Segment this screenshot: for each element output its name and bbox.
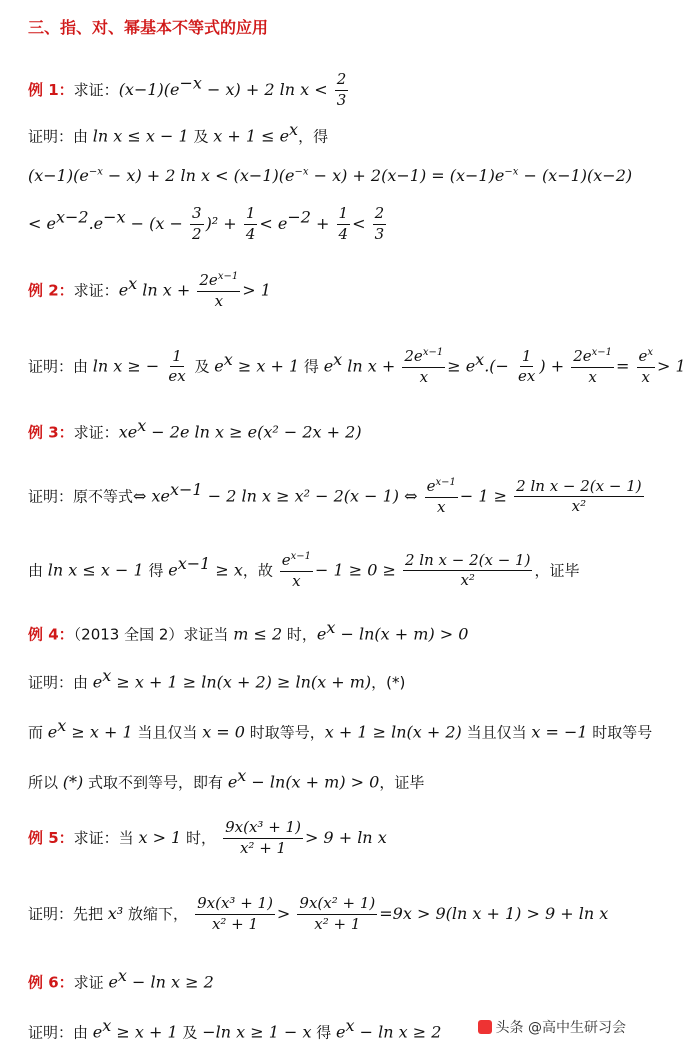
fraction: $\frac{2e^{x-1}}{x}$ bbox=[199, 271, 239, 310]
example-5-proof: 证明：先把 x³ 放缩下， $\frac{\text{9x(x³ + 1)}}{\text{x² + 1}}$ > $\frac{\text{9x(x² + 1)}}{\text{x² + 1}}$ =9x > 9(ln x + 1) > 9 + ln x bbox=[28, 894, 609, 933]
example-4-claim: 例 4：（2013 全国 2）求证当 m ≤ 2 时，$e^x - \ln(x + m) > 0$ bbox=[28, 618, 469, 644]
example-4-conclusion: 所以 (*) 式取不到等号，即有 $e^x - \ln(x + m) > 0$，证毕 bbox=[28, 766, 425, 792]
fraction: $\frac{\text{9x(x³ + 1)}}{\text{x² + 1}}$ bbox=[197, 894, 273, 933]
example-3-proof: 证明：原不等式⇔ $xe^{x-1} - 2$ ln x ≥ x² − 2(x − 1) ⇔ $\frac{e^{x-1}}{x}$ − 1 ≥ $\frac{\text{2 ln x − 2(x − 1)}}{\text{x²}}$ bbox=[28, 476, 642, 516]
watermark: 头条 @高中生研习会 bbox=[478, 1017, 626, 1037]
fraction: $\frac{2e^{x-1}}{x}$ bbox=[404, 347, 444, 386]
example-1-label: 例 1： bbox=[28, 80, 74, 99]
fraction: $\frac{\text{2 ln x − 2(x − 1)}}{\text{x²}}$ bbox=[516, 476, 642, 516]
example-2-proof: 证明：由 ln x ≥ − $\frac{1}{ex}$ 及 $e^x \ge x + 1$ 得 $e^x$ ln x + $\frac{2e^{x-1}}{x}$ ≥ $e^x.(-$ $\frac{1}{ex}$ ) + $\frac{2e^{x-1}}{x}$ = $\frac{e^x}{x}$ > 1 bbox=[28, 346, 686, 386]
example-5-claim: 例 5：求证：当 x > 1 时， $\frac{\text{9x(x³ + 1)}}{\text{x² + 1}}$ > 9 + ln x bbox=[28, 818, 387, 857]
example-4-equality: 而 $e^x \ge x + 1$ 当且仅当 x = 0 时取等号，x + 1 ≥ ln(x + 2) 当且仅当 x = −1 时取等号 bbox=[28, 716, 653, 742]
toutiao-logo-icon bbox=[478, 1020, 492, 1034]
fraction: $\frac{1}{4}$ bbox=[245, 204, 256, 243]
fraction: $\frac{\text{9x(x² + 1)}}{\text{x² + 1}}$ bbox=[299, 894, 376, 933]
example-6-proof: 证明：由 $e^x \ge x + 1$ 及 −ln x ≥ 1 − x 得 $e^x - \ln x \ge 2$ bbox=[28, 1016, 442, 1042]
fraction: $\frac{e^{x-1}}{x}$ bbox=[426, 477, 456, 516]
example-2-label: 例 2： bbox=[28, 281, 74, 300]
fraction: $\frac{2}{3}$ bbox=[336, 70, 347, 109]
fraction: $\frac{3}{2}$ bbox=[192, 204, 202, 243]
fraction: $\frac{\text{9x(x³ + 1)}}{\text{x² + 1}}$ bbox=[225, 818, 301, 857]
fraction: $\frac{1}{4}$ bbox=[338, 204, 349, 243]
example-3-conclusion: 由 ln x ≤ x − 1 得 $e^{x-1} \ge x$，故 $\frac{e^{x-1}}{x}$ − 1 ≥ 0 ≥ $\frac{\text{2 ln x − 2(x − 1)}}{\text{x²}}$ ，证毕 bbox=[28, 550, 580, 590]
fraction: $\frac{e^{x-1}}{x}$ bbox=[281, 551, 311, 590]
example-3-claim: 例 3：求证：$xe^x - 2e$ ln x ≥ e(x² − 2x + 2) bbox=[28, 416, 362, 442]
section-heading: 三、指、对、幂基本不等式的应用 bbox=[28, 18, 269, 37]
example-1-step-1: $(x-1)(e^{-x} - x) + 2$ $\ln x < (x-1)(e^{-x} - x) + 2(x-1) = (x-1)e^{-x} - (x-1)(x-2)$ bbox=[28, 166, 633, 186]
example-5-label: 例 5： bbox=[28, 828, 74, 847]
fraction: $\frac{2e^{x-1}}{x}$ bbox=[573, 347, 613, 386]
example-1-step-2: < $e^{x-2}.e^{-x} - (x$ − $\frac{3}{2}$ )² + $\frac{1}{4}$ < $e^{-2}$ + $\frac{1}{4}$ < $\frac{2}{3}$ bbox=[28, 204, 385, 243]
fraction: $\frac{e^x}{x}$ bbox=[638, 347, 654, 386]
fraction: $\frac{2}{3}$ bbox=[374, 204, 385, 243]
example-1-claim: 例 1：求证：$(x-1)(e^{-x} - x) + 2$ ln x < $\frac{2}{3}$ bbox=[28, 70, 347, 109]
example-6-claim: 例 6：求证 $e^x - \ln x \ge 2$ bbox=[28, 966, 214, 992]
fraction: $\frac{1}{ex}$ bbox=[168, 346, 186, 386]
fraction: $\frac{\text{2 ln x − 2(x − 1)}}{\text{x²}}$ bbox=[404, 550, 531, 590]
example-4-label: 例 4： bbox=[28, 625, 74, 644]
example-4-proof: 证明：由 $e^x \ge x + 1 \ge \ln(x + 2) \ge \ln(x + m)$，(*) bbox=[28, 666, 406, 692]
example-6-label: 例 6： bbox=[28, 973, 74, 992]
fraction: $\frac{1}{ex}$ bbox=[518, 346, 536, 386]
example-3-label: 例 3： bbox=[28, 423, 74, 442]
example-2-claim: 例 2：求证：$e^x$ ln x + $\frac{2e^{x-1}}{x}$ > 1 bbox=[28, 271, 271, 310]
example-1-proof: 证明：由 ln x ≤ x − 1 及 $x + 1 \le e^x$，得 bbox=[28, 120, 329, 146]
